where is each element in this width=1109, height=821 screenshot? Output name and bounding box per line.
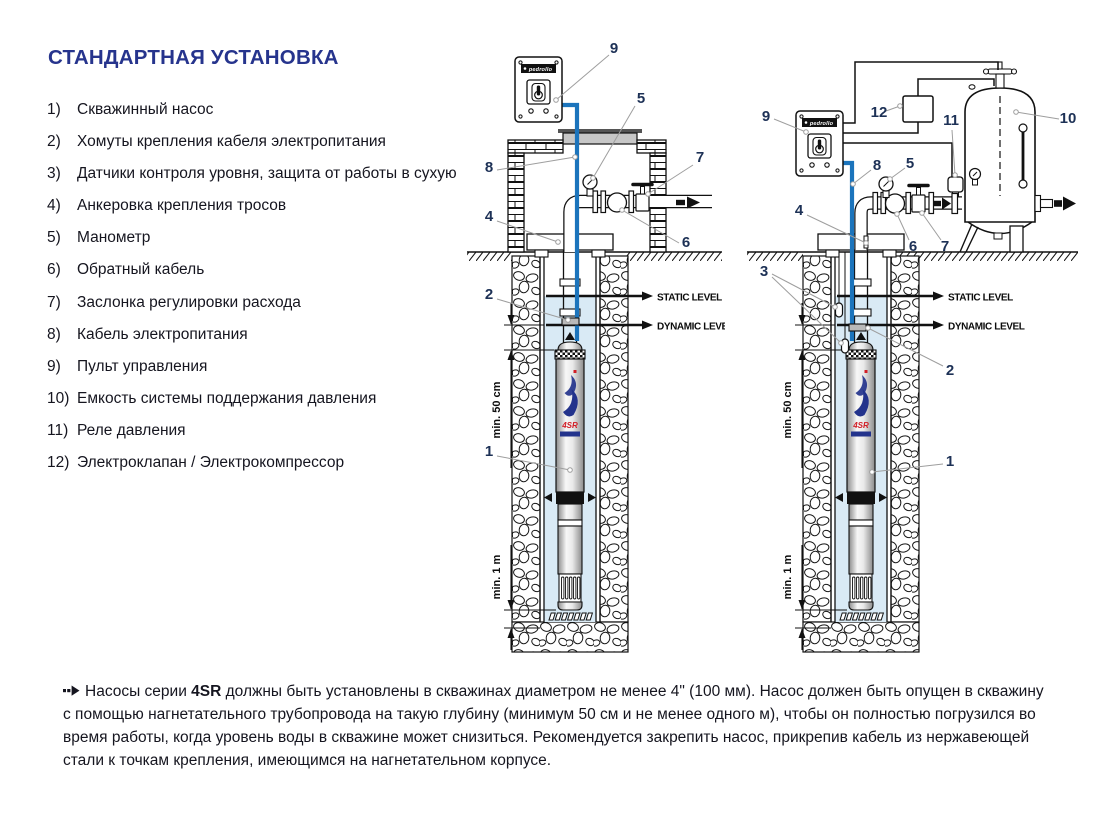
flow-direction-arrow-icon: [1063, 197, 1076, 211]
solenoid-compressor-box: [903, 96, 933, 122]
callout-2-clamp: 2: [484, 286, 494, 303]
parts-list-item: [47, 132, 479, 152]
note-series-name: 4SR: [191, 683, 222, 700]
callout-4-anchor: 4: [794, 202, 804, 219]
pipe-flange: [929, 193, 934, 214]
tank-top-valve: [984, 62, 1017, 88]
callout-5-gauge: 5: [905, 155, 915, 172]
item-number: 6): [47, 261, 61, 279]
callout-5-gauge: 5: [636, 90, 646, 107]
tank-leg: [960, 224, 972, 252]
item-label: Манометр: [77, 229, 151, 247]
callout-8-cable: 8: [872, 157, 882, 174]
parts-list-item: [47, 260, 479, 280]
item-number: 5): [47, 229, 61, 247]
callout-7-valve: 7: [940, 238, 950, 255]
item-number: 2): [47, 133, 61, 151]
parts-list-item: [47, 389, 479, 409]
parts-list-item: [47, 228, 479, 248]
item-label: Обратный кабель: [77, 261, 205, 279]
item-label: Емкость системы поддержания давления: [77, 389, 377, 407]
pipe-flange: [873, 193, 878, 214]
diagram-borehole-installation: [465, 35, 725, 670]
installation-note: [63, 680, 1055, 772]
parts-list-item: [47, 325, 479, 345]
pipe-flange: [601, 191, 606, 213]
callout-12-solenoid: 12: [870, 104, 888, 121]
parts-list-item: [47, 164, 479, 184]
callout-2-clamp: 2: [945, 362, 955, 379]
parts-list-item: [47, 100, 479, 120]
tank-drain: [994, 233, 1002, 239]
callout-4-anchor: 4: [484, 208, 494, 225]
item-label: Хомуты крепления кабеля электропитания: [77, 133, 386, 151]
item-number: 9): [47, 357, 61, 375]
item-label: Датчики контроля уровня, защита от работы в сухую: [77, 165, 457, 183]
chamber-lid: [563, 133, 637, 144]
item-label: Электроклапан / Электрокомпрессор: [77, 454, 345, 472]
item-number: 8): [47, 325, 61, 343]
parts-list-item: [47, 196, 479, 216]
item-number: 11): [47, 421, 69, 439]
pipe-flange: [629, 191, 634, 213]
page-title: СТАНДАРТНАЯ УСТАНОВКА: [48, 46, 339, 69]
tank-pedestal: [1010, 226, 1023, 252]
note-text: должны быть установлены в скважинах диаметром не менее 4" (100 мм). Насос должен быть опущен в скважину с помощью нагнетательного трубопровода на такую глубину (минимум 50 см и не менее одного м), чтобы он полностью погрузился во время работы, когда уровень воды в скважине может снизиться. Рекомендуется закрепить насос, прикрепив кабель из нержавеющей стали к точкам крепления, имеющимся на нагнетательном корпусе.: [63, 683, 1044, 769]
cable-clamp: [849, 324, 866, 331]
flow-control-valve: [633, 185, 652, 212]
pressure-tank: [960, 62, 1076, 252]
callout-9-control-panel: 9: [609, 40, 619, 57]
callout-6-check-valve: 6: [908, 238, 918, 255]
item-number: 4): [47, 197, 61, 215]
control-panel-left: [515, 57, 562, 122]
pipe-flange: [593, 191, 598, 213]
item-label: Скважинный насос: [77, 101, 214, 118]
callout-6-check-valve: 6: [681, 234, 691, 251]
callout-11-pressure-switch: 11: [943, 112, 959, 129]
item-label: Кабель электропитания: [77, 325, 248, 343]
borehole-left: [491, 234, 725, 652]
item-number: 1): [47, 101, 61, 118]
parts-list: [47, 100, 479, 485]
callout-3-probes: 3: [759, 263, 769, 280]
item-label: Пульт управления: [77, 357, 208, 375]
pipe-flange: [952, 194, 958, 214]
item-label: Заслонка регулировки расхода: [77, 293, 301, 311]
callout-7-valve: 7: [695, 149, 705, 166]
callout-10-tank: 10: [1059, 110, 1077, 127]
callout-1-pump: 1: [484, 443, 494, 460]
callout-8-cable: 8: [484, 159, 494, 176]
borehole-right: [782, 234, 1025, 652]
pipe-flange: [906, 193, 911, 214]
item-number: 7): [47, 293, 61, 311]
parts-list-item: [47, 453, 479, 473]
tank-outlet: [1035, 196, 1076, 212]
callout-1-pump: 1: [945, 453, 955, 470]
flow-control-valve: [909, 186, 928, 213]
item-label: Анкеровка крепления тросов: [77, 197, 287, 215]
arrow-icon: [63, 680, 80, 703]
item-number: 10): [47, 389, 70, 407]
diagram-pressure-tank-installation: [745, 35, 1080, 670]
parts-list-item: [47, 357, 479, 377]
control-panel-right: [796, 111, 843, 176]
note-text: Насосы серии: [85, 683, 192, 700]
item-number: 12): [47, 454, 70, 472]
item-number: 3): [47, 165, 61, 183]
parts-list-item: [47, 293, 479, 313]
item-label: Реле давления: [77, 421, 186, 439]
callout-9-control-panel: 9: [761, 108, 771, 125]
parts-list-item: [47, 421, 479, 441]
